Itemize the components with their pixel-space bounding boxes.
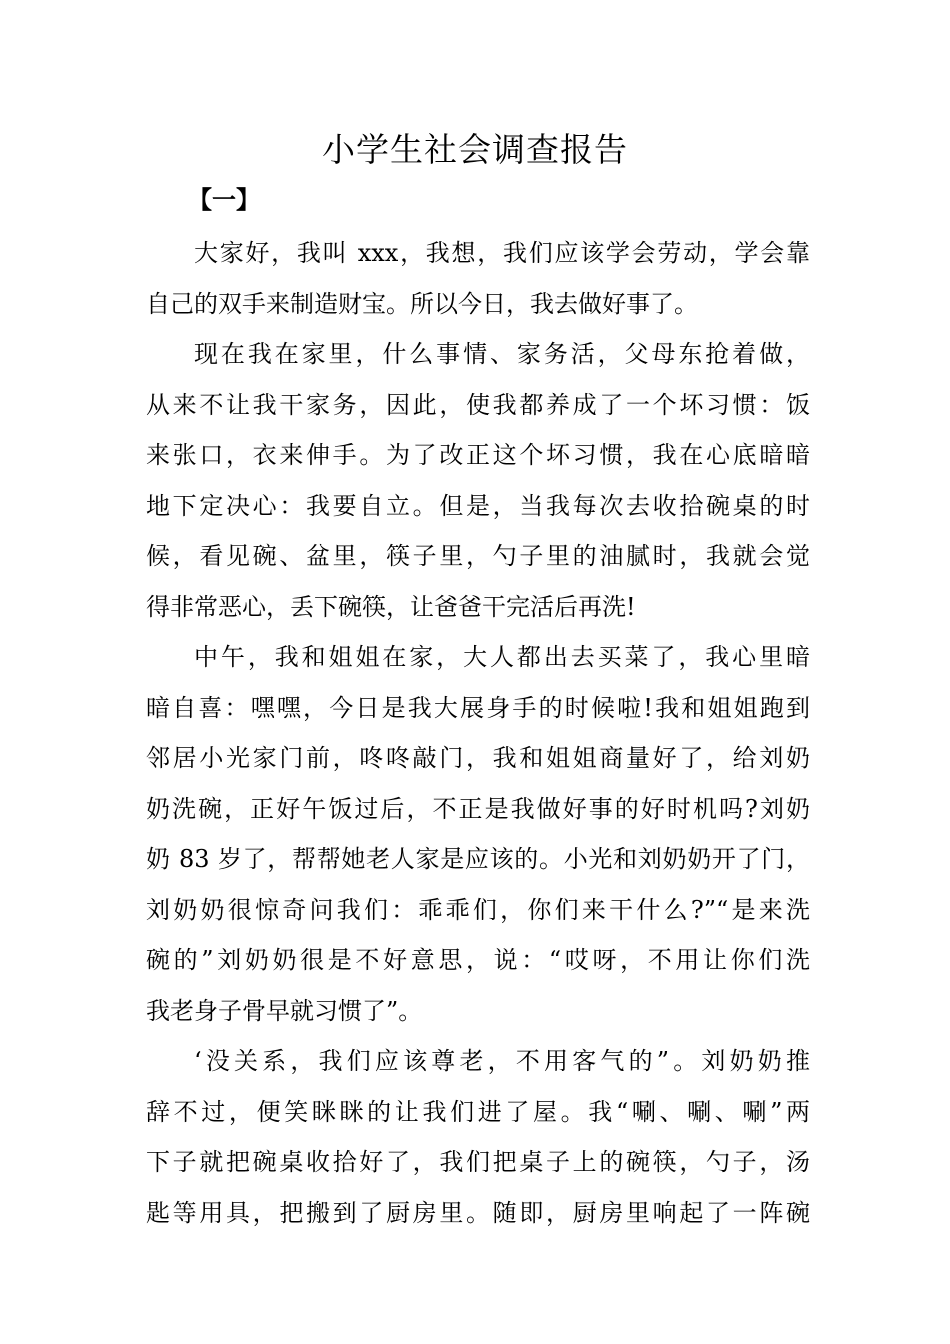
text-line: 我老身子骨早就习惯了”。 bbox=[146, 996, 423, 1025]
text-line: 候，看见碗、盆里，筷子里，勺子里的油腻时，我就会觉 bbox=[146, 542, 810, 570]
text-line: 奶 83 岁了，帮帮她老人家是应该的。小光和刘奶奶开了门， bbox=[146, 845, 810, 873]
text-line: 匙等用具，把搬到了厨房里。随即，厨房里响起了一阵碗 bbox=[146, 1198, 810, 1227]
text-line: 自己的双手来制造财宝。所以今日，我去做好事了。 bbox=[146, 289, 698, 318]
text-line: 地下定决心：我要自立。但是，当我每次去收拾碗桌的时 bbox=[146, 491, 810, 520]
text-line: 碗的”刘奶奶很是不好意思，说：“哎呀，不用让你们洗 bbox=[146, 946, 810, 974]
text-line: 邻居小光家门前，咚咚敲门，我和姐姐商量好了，给刘奶 bbox=[146, 744, 810, 772]
document-body bbox=[146, 228, 810, 1238]
paragraph bbox=[146, 228, 810, 329]
text-line: 从来不让我干家务，因此，使我都养成了一个坏习惯：饭 bbox=[146, 390, 810, 419]
text-line: 大家好，我叫 xxx，我想，我们应该学会劳动，学会靠 bbox=[194, 239, 810, 267]
text-line: 暗自喜：嘿嘿，今日是我大展身手的时候啦!我和姐姐跑到 bbox=[146, 693, 810, 722]
document-title: 小学生社会调查报告 bbox=[322, 130, 628, 169]
paragraph bbox=[146, 1036, 810, 1238]
text-line: 奶洗碗，正好午饭过后，不正是我做好事的好时机吗?刘奶 bbox=[146, 794, 810, 823]
section-heading: 【一】 bbox=[188, 185, 260, 214]
text-line: ‘没关系，我们应该尊老，不用客气的”。刘奶奶推 bbox=[194, 1047, 810, 1075]
paragraph bbox=[146, 632, 810, 1036]
text-line: 来张口，衣来伸手。为了改正这个坏习惯，我在心底暗暗 bbox=[146, 441, 810, 469]
text-line: 辞不过，便笑眯眯的让我们进了屋。我“唰、唰、唰”两 bbox=[146, 1097, 810, 1126]
text-line: 得非常恶心，丢下碗筷，让爸爸干完活后再洗! bbox=[146, 592, 636, 621]
text-line: 中午，我和姐姐在家，大人都出去买菜了，我心里暗 bbox=[194, 643, 810, 671]
text-line: 现在我在家里，什么事情、家务活，父母东抢着做， bbox=[194, 340, 810, 368]
paragraph bbox=[146, 329, 810, 632]
text-line: 刘奶奶很惊奇问我们：乖乖们，你们来干什么?”“是来洗 bbox=[146, 895, 810, 924]
text-line: 下子就把碗桌收拾好了，我们把桌子上的碗筷，勺子，汤 bbox=[146, 1148, 810, 1176]
